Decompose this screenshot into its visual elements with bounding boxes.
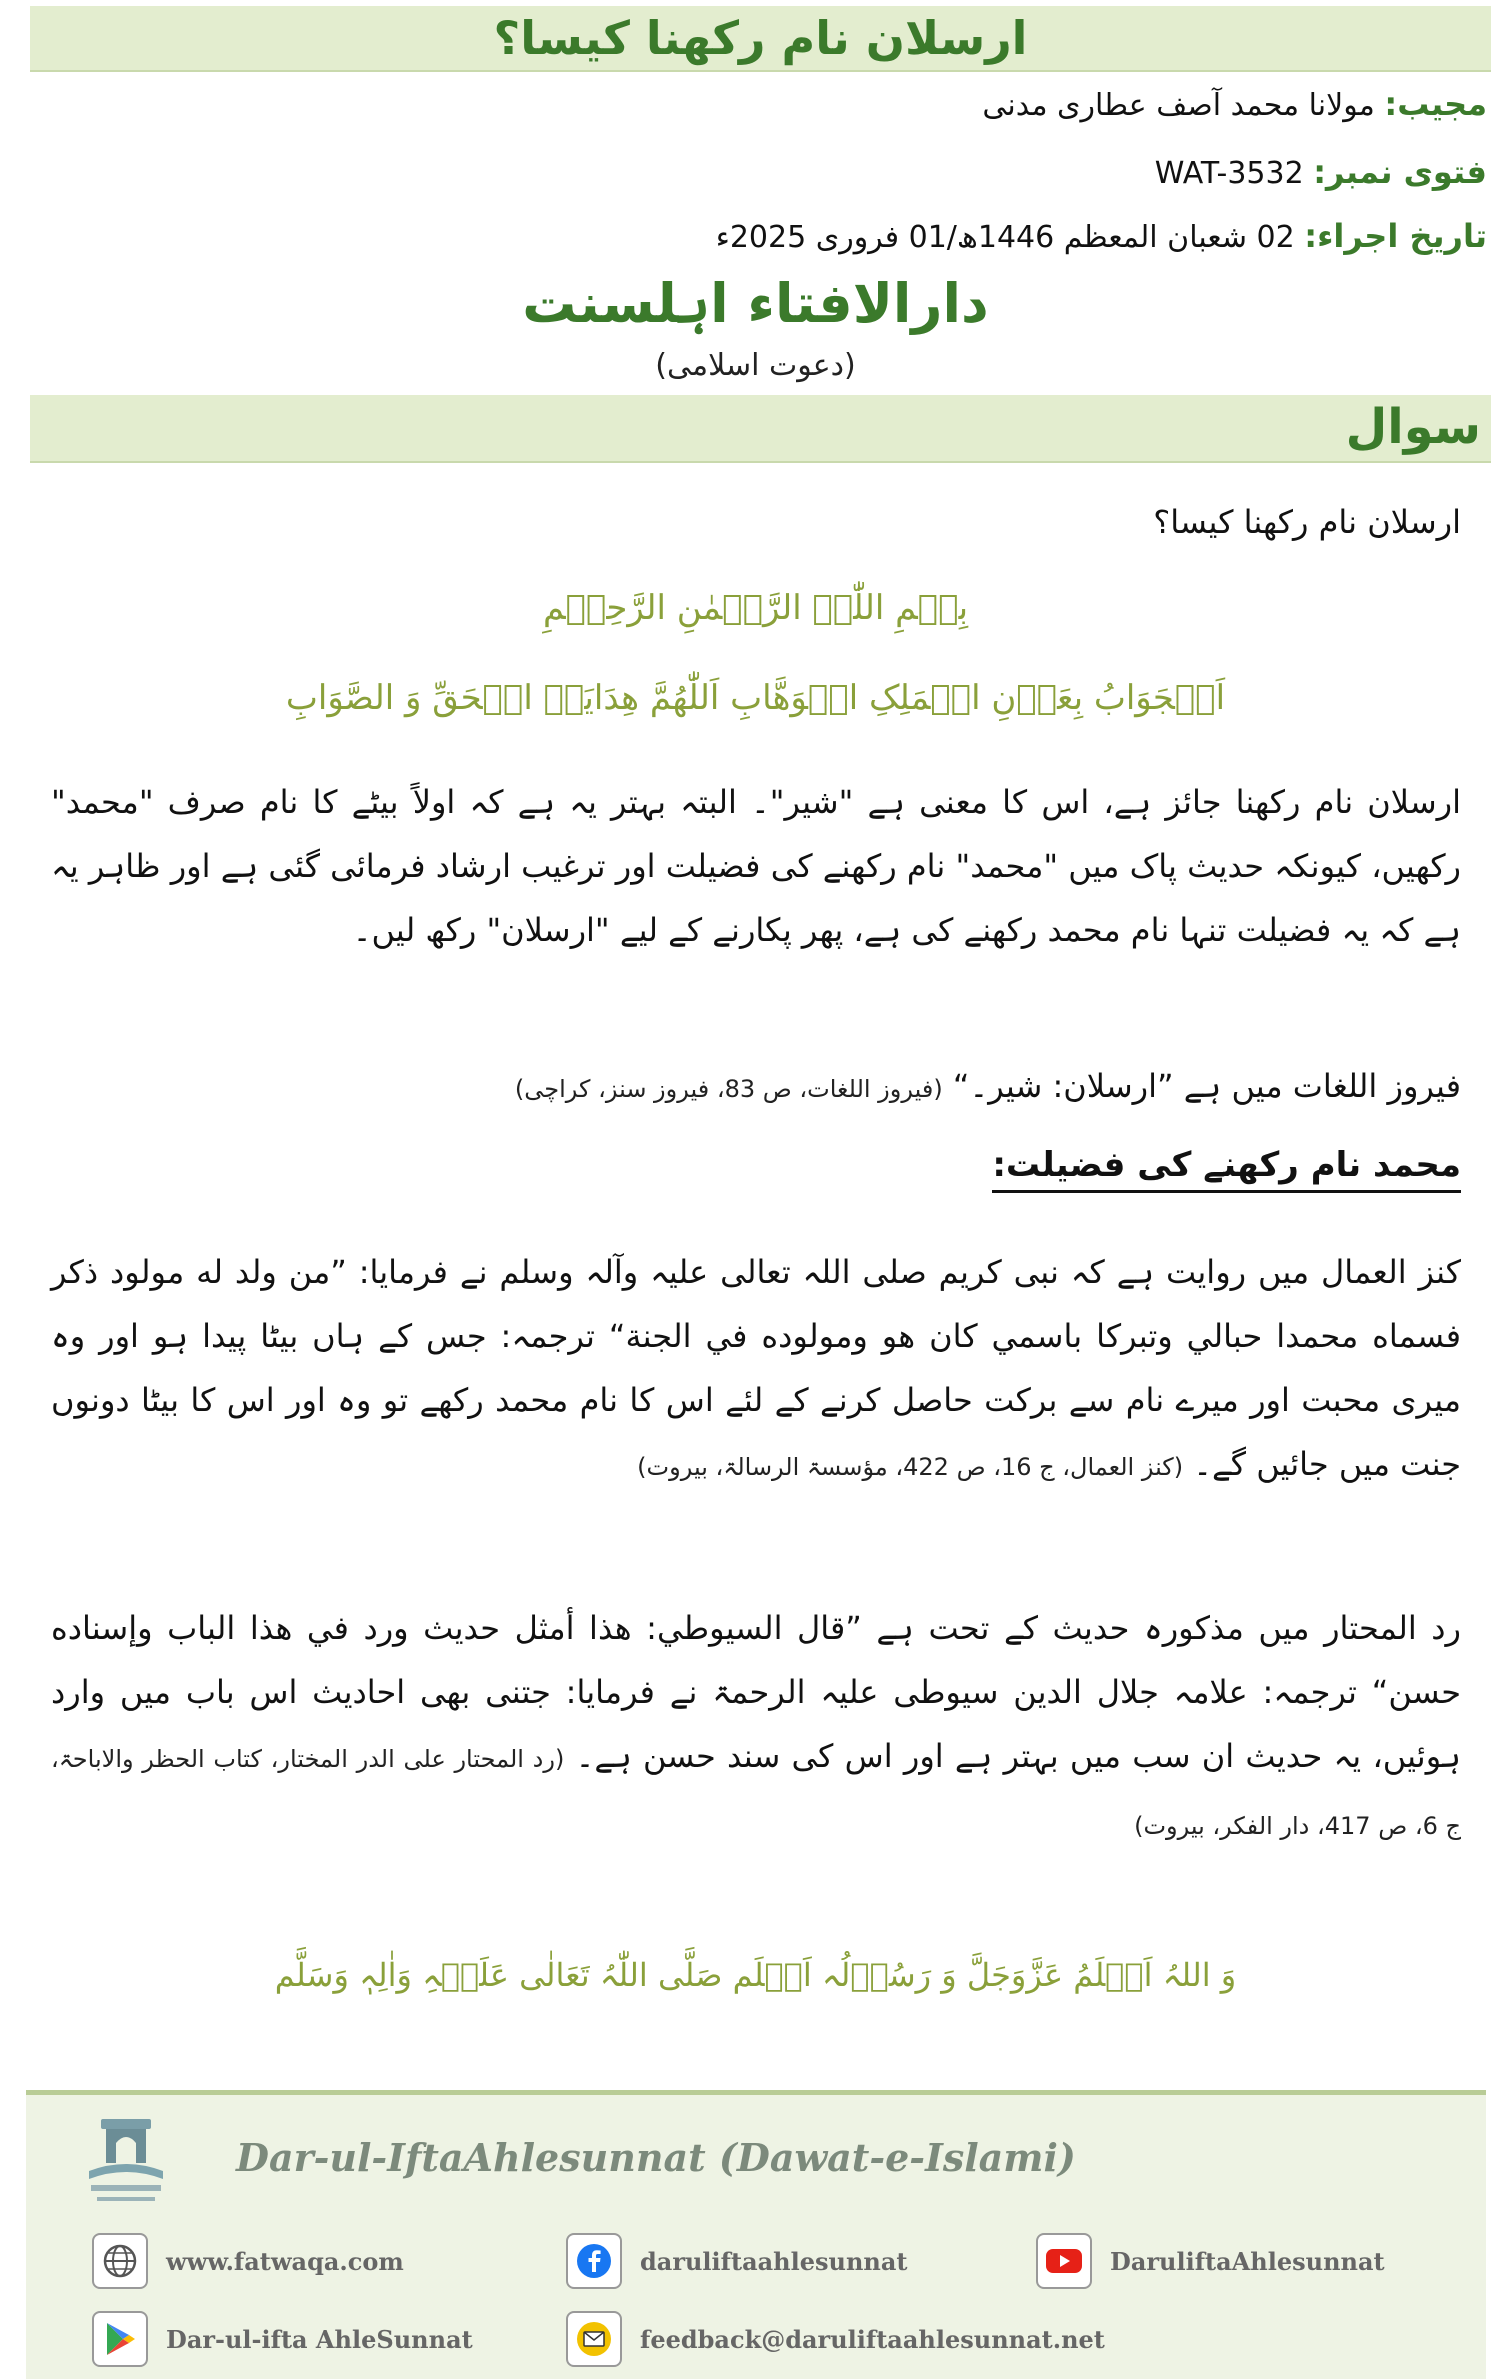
answer-paragraph-3-ref: (کنز العمال، ج 16، ص 422، مؤسسۃ الرسالۃ، بیروت): [637, 1453, 1184, 1481]
answer-paragraph-3-text: کنز العمال میں روایت ہے کہ نبی کریم صلی اللہ تعالی علیہ وآلہ وسلم نے فرمایا: ”من ولد له مولود ذكر فسماه محمدا حبالي وتبركا باسمي كان هو ومولوده في الجنة“ ترجمہ: جس کے ہاں بیٹا پیدا ہو اور وہ میری محبت اور میرے نام سے برکت حاصل کرنے کے لئے اس کا نام محمد رکھے تو وہ اور اس کا بیٹا دونوں جنت میں جائیں گے۔: [51, 1253, 1461, 1483]
issue-date-value: 02 شعبان المعظم 1446ھ/01 فروری 2025ء: [715, 220, 1295, 255]
youtube-text: DaruliftaAhlesunnat: [1110, 2246, 1385, 2276]
footer: [26, 2090, 1486, 2379]
answer-paragraph-2-ref: (فیروز اللغات، ص 83، فیروز سنز، کراچی): [514, 1075, 943, 1103]
playstore-text: Dar-ul-ifta AhleSunnat: [166, 2324, 473, 2354]
organization-name: دارالافتاء اہلسنت: [522, 272, 989, 335]
youtube-icon: [1036, 2233, 1092, 2289]
email-link[interactable]: [566, 2311, 1105, 2367]
answer-paragraph-2-text: فیروز اللغات میں ہے ”ارسلان: شیر۔“: [952, 1067, 1461, 1105]
page-title: ارسلان نام رکھنا کیسا؟: [493, 11, 1028, 65]
answer-paragraph-4-text: رد المحتار میں مذکورہ حدیث کے تحت ہے ”قال السيوطي: هذا أمثل حديث ورد في هذا الباب وإسناده حسن“ ترجمہ: علامہ جلال الدین سیوطی علیہ الرحمۃ نے فرمایا: جتنی بھی احادیث اس باب میں وارد ہوئیں، یہ حدیث ان سب میں بہتر ہے اور اس کی سند حسن ہے۔: [51, 1609, 1461, 1775]
question-band: [30, 395, 1491, 463]
issue-date-label: تاریخ اجراء:: [1304, 217, 1487, 255]
facebook-text: daruliftaahlesunnat: [640, 2246, 908, 2276]
question-text: ارسلان نام رکھنا کیسا؟: [1153, 503, 1461, 541]
answer-paragraph-4: [51, 1596, 1461, 1858]
fatwa-number-row: [1155, 152, 1487, 194]
issue-date-row: [716, 216, 1487, 258]
playstore-link[interactable]: [92, 2311, 473, 2367]
mujeeb-label: مجیب:: [1384, 85, 1487, 123]
email-icon: [566, 2311, 622, 2367]
bismillah: بِسۡمِ اللّٰہِ الرَّحۡمٰنِ الرَّحِیۡمِ: [542, 588, 969, 628]
answer-paragraph-4-ref: (رد المحتار علی الدر المختار، کتاب الحظر والاباحۃ، ج 6، ص 417، دار الفکر، بیروت): [51, 1745, 1461, 1840]
question-heading: سوال: [1345, 399, 1481, 455]
fatwa-number-value: WAT-3532: [1154, 156, 1304, 191]
title-band: [30, 6, 1491, 72]
youtube-link[interactable]: [1036, 2233, 1385, 2289]
email-text: feedback@daruliftaahlesunnat.net: [640, 2324, 1105, 2354]
closing-line: وَ اللہُ اَعۡلَمُ عَزَّوَجَلَّ وَ رَسُوۡلُہ اَعۡلَم صَلَّی اللّٰہُ تَعَالٰی عَلَیۡہِ وَاٰلِہٖ وَسَلَّم: [274, 1956, 1237, 1994]
facebook-link[interactable]: [566, 2233, 908, 2289]
mujeeb-row: [982, 84, 1487, 126]
answer-paragraph-1: ارسلان نام رکھنا جائز ہے، اس کا معنی ہے "شیر"۔ البتہ بہتر یہ ہے کہ اولاً بیٹے کا نام صرف "محمد" رکھیں، کیونکہ حدیث پاک میں "محمد" نام رکھنے کی فضیلت اور ترغیب ارشاد فرمائی گئی ہے اور ظاہر یہ ہے کہ یہ فضیلت تنہا نام محمد رکھنے کی ہے، پھر پکارنے کے لیے "ارسلان" رکھ لیں۔: [51, 783, 1462, 949]
website-text: www.fatwaqa.com: [166, 2246, 404, 2276]
virtue-subheading: محمد نام رکھنے کی فضیلت:: [992, 1140, 1461, 1193]
fatwa-number-label: فتوی نمبر:: [1313, 153, 1487, 191]
organization-subtitle: (دعوت اسلامی): [655, 348, 856, 383]
facebook-icon: [566, 2233, 622, 2289]
website-link[interactable]: [92, 2233, 404, 2289]
globe-icon: [92, 2233, 148, 2289]
mujeeb-value: مولانا محمد آصف عطاری مدنی: [982, 88, 1375, 123]
google-play-icon: [92, 2311, 148, 2367]
answer-opening: اَلۡجَوَابُ بِعَوۡنِ الۡمَلِکِ الۡوَھَّابِ اَللّٰھُمَّ ھِدَایَۃَ الۡحَقِّ وَ الصَّوَابِ: [285, 678, 1226, 718]
footer-brand: Dar-ul-IftaAhlesunnat (Dawat-e-Islami): [236, 2135, 1076, 2180]
dar-ul-ifta-logo-icon: [81, 2113, 171, 2213]
answer-paragraph-3: [51, 1240, 1461, 1499]
answer-paragraph-2: [51, 1054, 1461, 1121]
